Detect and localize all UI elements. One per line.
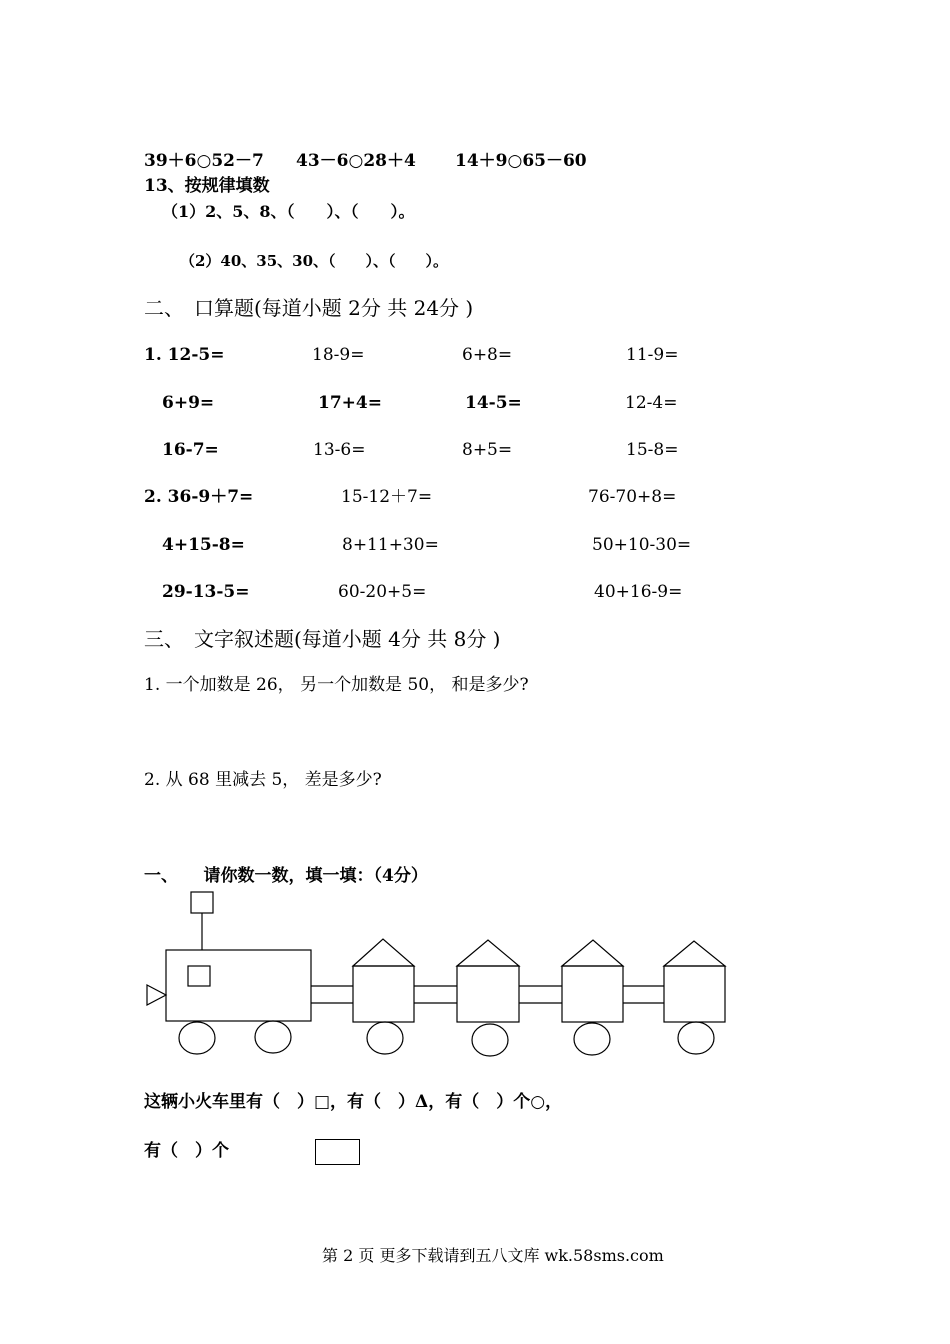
q13-title: 13、按规律填数 bbox=[144, 176, 270, 196]
calc-r6-c2: 60-20+5= bbox=[338, 582, 427, 602]
calc-r1-c3: 6+8= bbox=[462, 345, 513, 365]
car-4-roof bbox=[664, 941, 725, 966]
wheel-1 bbox=[179, 1022, 215, 1054]
car-4-body bbox=[664, 966, 725, 1022]
compare-item-1: 39＋6○52－7 bbox=[144, 151, 264, 171]
wheel-2 bbox=[255, 1021, 291, 1053]
section2-title: 二、 口算题(每道小题 2分 共 24分 ) bbox=[144, 296, 474, 320]
car-2-body bbox=[457, 966, 519, 1022]
calc-r3-c3: 8+5= bbox=[462, 440, 513, 460]
calc-r4-c2: 15-12＋7= bbox=[341, 487, 433, 507]
front-triangle bbox=[147, 985, 166, 1005]
calc-r3-c2: 13-6= bbox=[313, 440, 366, 460]
calc-r2-c4: 12-4= bbox=[625, 393, 678, 413]
calc-r2-c1: 6+9= bbox=[162, 393, 215, 413]
compare-item-2: 43－6○28＋4 bbox=[296, 151, 416, 171]
car-3-body bbox=[562, 966, 623, 1022]
car-2-roof bbox=[457, 940, 519, 966]
section3-q1: 1. 一个加数是 26， 另一个加数是 50， 和是多少? bbox=[144, 675, 529, 695]
calc-r3-c1: 16-7= bbox=[162, 440, 219, 460]
calc-r1-c4: 11-9= bbox=[626, 345, 679, 365]
compare-item-3: 14＋9○65－60 bbox=[455, 151, 587, 171]
section1-line2: 有（ ）个 bbox=[144, 1141, 229, 1161]
rectangle-shape bbox=[315, 1139, 360, 1165]
calc-r1-c2: 18-9= bbox=[312, 345, 365, 365]
calc-r2-c2: 17+4= bbox=[318, 393, 382, 413]
section3-title: 三、 文字叙述题(每道小题 4分 共 8分 ) bbox=[144, 627, 501, 651]
section1-line1: 这辆小火车里有（ ）□，有（ ）Δ，有（ ）个○， bbox=[144, 1092, 563, 1112]
section1-title: 一、 请你数一数，填一填：（4分） bbox=[144, 866, 428, 886]
calc-r1-c1-text: 1. 12-5= bbox=[144, 345, 225, 365]
wheel-6 bbox=[678, 1022, 714, 1054]
calc-r5-c3: 50+10-30= bbox=[592, 535, 692, 555]
q13-line1: （1）2、5、8、（ ）、（ ）。 bbox=[162, 202, 415, 221]
calc-r6-c3: 40+16-9= bbox=[594, 582, 683, 602]
calc-r6-c1: 29-13-5= bbox=[162, 582, 250, 602]
car-1-body bbox=[353, 966, 414, 1022]
wheel-5 bbox=[574, 1023, 610, 1055]
locomotive-window bbox=[188, 966, 210, 986]
section3-q2: 2. 从 68 里减去 5， 差是多少? bbox=[144, 770, 382, 790]
chimney-square bbox=[191, 892, 213, 913]
car-3-roof bbox=[562, 940, 623, 966]
calc-r4-c1-text: 2. 36-9＋7= bbox=[144, 487, 254, 507]
wheel-4 bbox=[472, 1024, 508, 1056]
wheel-3 bbox=[367, 1022, 403, 1054]
calc-r3-c4: 15-8= bbox=[626, 440, 679, 460]
q13-line2: （2）40、35、30、（ ）、（ ）。 bbox=[180, 252, 449, 270]
car-1-roof bbox=[353, 939, 414, 966]
calc-r5-c2: 8+11+30= bbox=[342, 535, 439, 555]
page-footer: 第 2 页 更多下载请到五八文库 wk.58sms.com bbox=[322, 1246, 664, 1265]
calc-r4-c3: 76-70+8= bbox=[588, 487, 677, 507]
calc-r5-c1: 4+15-8= bbox=[162, 535, 245, 555]
calc-r2-c3: 14-5= bbox=[465, 393, 522, 413]
